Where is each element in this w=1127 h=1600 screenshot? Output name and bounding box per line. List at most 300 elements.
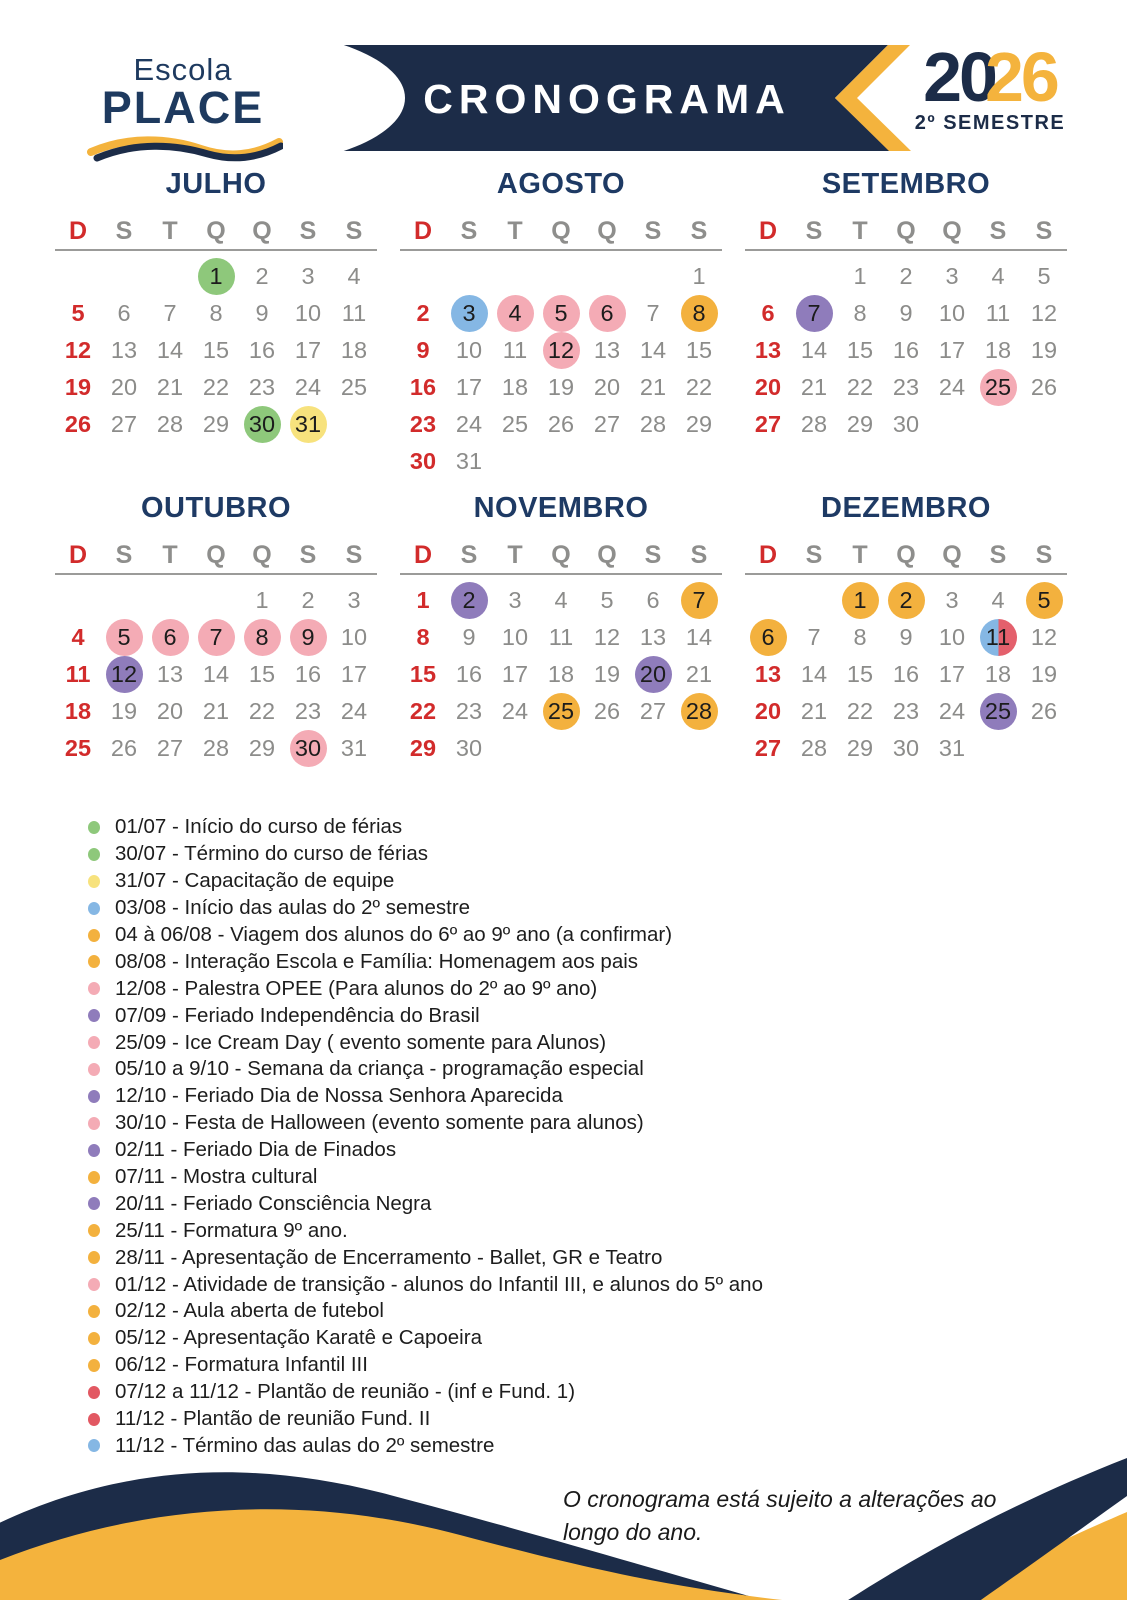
month-title: SETEMBRO <box>821 168 991 200</box>
day-cell <box>446 582 492 619</box>
day-number: 17 <box>501 661 529 687</box>
day-number: 1 <box>416 587 430 613</box>
day-number: 1 <box>853 263 867 289</box>
day-number: 23 <box>409 411 437 437</box>
day-cell <box>147 693 193 730</box>
day-cell <box>745 730 791 767</box>
highlighted-day: 31 <box>290 406 327 443</box>
legend-item <box>88 1325 763 1352</box>
day-cell <box>676 369 722 406</box>
legend-item <box>88 868 763 895</box>
day-cell <box>676 582 722 619</box>
day-number: 14 <box>156 337 184 363</box>
highlighted-day: 4 <box>497 295 534 332</box>
day-number: 26 <box>1030 374 1058 400</box>
purple-bullet-icon <box>88 1197 100 1210</box>
weekday-header: S <box>989 217 1007 245</box>
day-number: 29 <box>846 735 874 761</box>
day-cell <box>975 369 1021 406</box>
highlighted-day: 12 <box>106 656 143 693</box>
year-2026 <box>900 38 1080 116</box>
weekday-header: Q <box>252 541 272 569</box>
empty-cell <box>538 258 584 295</box>
legend-text: 08/08 - Interação Escola e Família: Homenagem aos pais <box>115 949 639 973</box>
weekday-header: S <box>690 217 708 245</box>
day-cell <box>331 258 377 295</box>
day-number: 22 <box>685 374 713 400</box>
legend-item <box>88 1406 763 1433</box>
day-number: 22 <box>846 698 874 724</box>
logo-wave-icon <box>83 132 283 162</box>
day-cell <box>147 332 193 369</box>
day-number: 21 <box>800 698 828 724</box>
day-cell <box>929 582 975 619</box>
day-cell <box>147 369 193 406</box>
weekday-header: Q <box>942 217 962 245</box>
day-cell <box>400 730 446 767</box>
week-row <box>55 406 377 443</box>
week-row <box>400 406 722 443</box>
weekday-header: S <box>299 217 317 245</box>
day-number: 11 <box>985 300 1011 326</box>
day-cell <box>630 332 676 369</box>
weeks-grid <box>55 582 377 767</box>
day-number: 24 <box>501 698 529 724</box>
day-cell <box>975 258 1021 295</box>
day-cell <box>446 369 492 406</box>
day-cell <box>538 693 584 730</box>
day-cell <box>1021 582 1067 619</box>
day-cell <box>745 332 791 369</box>
day-number: 2 <box>255 263 269 289</box>
day-cell <box>55 656 101 693</box>
highlighted-day: 8 <box>244 619 281 656</box>
day-cell <box>584 582 630 619</box>
day-cell <box>147 730 193 767</box>
day-cell <box>331 332 377 369</box>
weekday-header: T <box>852 217 868 245</box>
month-dezembro <box>745 492 1067 767</box>
day-cell <box>630 693 676 730</box>
pink-bullet-icon <box>88 982 100 995</box>
day-cell <box>883 406 929 443</box>
month-setembro <box>745 168 1067 480</box>
empty-cell <box>745 582 791 619</box>
day-number: 21 <box>156 374 184 400</box>
day-cell <box>285 619 331 656</box>
highlighted-day: 25 <box>980 693 1017 730</box>
weekday-header: S <box>805 217 823 245</box>
day-cell <box>331 730 377 767</box>
day-cell <box>584 332 630 369</box>
day-cell <box>101 730 147 767</box>
day-number: 24 <box>455 411 483 437</box>
weeks-grid <box>55 258 377 443</box>
legend-text: 12/10 - Feriado Dia de Nossa Senhora Aparecida <box>115 1084 563 1108</box>
day-number: 12 <box>1030 300 1058 326</box>
legend-text: 11/12 - Plantão de reunião Fund. II <box>115 1407 431 1431</box>
day-cell <box>1021 619 1067 656</box>
empty-cell <box>101 258 147 295</box>
day-number: 24 <box>938 698 966 724</box>
month-title: AGOSTO <box>496 168 626 200</box>
weekday-header: Q <box>896 541 916 569</box>
day-cell <box>193 406 239 443</box>
week-row <box>400 443 722 480</box>
day-cell <box>975 656 1021 693</box>
pink-bullet-icon <box>88 1117 100 1130</box>
day-cell <box>630 656 676 693</box>
day-cell <box>55 730 101 767</box>
weekday-header-row <box>745 541 1067 570</box>
weekday-header: Q <box>597 217 617 245</box>
day-cell <box>239 258 285 295</box>
legend-text: 03/08 - Início das aulas do 2º semestre <box>115 896 471 920</box>
weekday-header-row <box>55 541 377 570</box>
day-cell <box>400 582 446 619</box>
weekday-header: S <box>115 541 133 569</box>
day-number: 2 <box>899 263 913 289</box>
day-cell <box>1021 295 1067 332</box>
day-cell <box>147 619 193 656</box>
day-number: 3 <box>301 263 315 289</box>
day-cell <box>331 582 377 619</box>
legend-item <box>88 1110 763 1137</box>
red-bullet-icon <box>88 1386 100 1399</box>
day-cell <box>1021 656 1067 693</box>
empty-cell <box>55 582 101 619</box>
week-row <box>745 295 1067 332</box>
empty-cell <box>791 582 837 619</box>
day-cell <box>101 406 147 443</box>
weekday-header: D <box>68 541 88 569</box>
day-number: 26 <box>64 411 92 437</box>
day-number: 22 <box>409 698 437 724</box>
day-number: 4 <box>554 587 568 613</box>
day-number: 12 <box>64 337 92 363</box>
day-number: 28 <box>800 411 828 437</box>
day-number: 29 <box>248 735 276 761</box>
pink-bullet-icon <box>88 1036 100 1049</box>
day-cell <box>630 369 676 406</box>
highlighted-day: 12 <box>543 332 580 369</box>
week-row <box>745 369 1067 406</box>
weekday-header: T <box>162 217 178 245</box>
day-cell <box>446 332 492 369</box>
weekday-header-row <box>745 217 1067 246</box>
day-number: 26 <box>593 698 621 724</box>
legend-text: 28/11 - Apresentação de Encerramento - Ballet, GR e Teatro <box>115 1245 663 1269</box>
day-number: 8 <box>209 300 223 326</box>
day-number: 19 <box>593 661 621 687</box>
legend-item <box>88 1298 763 1325</box>
day-number: 21 <box>800 374 828 400</box>
day-cell <box>193 332 239 369</box>
weekday-header: Q <box>942 541 962 569</box>
orange-bullet-icon <box>88 1332 100 1345</box>
day-cell <box>538 332 584 369</box>
day-number: 15 <box>202 337 230 363</box>
weekday-header: S <box>805 541 823 569</box>
month-title: DEZEMBRO <box>821 492 991 524</box>
legend-text: 31/07 - Capacitação de equipe <box>115 869 395 893</box>
day-number: 9 <box>462 624 476 650</box>
legend-item <box>88 1244 763 1271</box>
day-cell <box>929 295 975 332</box>
day-cell <box>791 619 837 656</box>
day-cell <box>745 619 791 656</box>
day-cell <box>492 656 538 693</box>
day-number: 20 <box>110 374 138 400</box>
day-cell <box>584 656 630 693</box>
header-underline <box>745 249 1067 251</box>
day-cell <box>446 443 492 480</box>
pink-bullet-icon <box>88 1063 100 1076</box>
day-number: 7 <box>163 300 177 326</box>
day-number: 8 <box>853 624 867 650</box>
week-row <box>55 258 377 295</box>
highlighted-day: 1 <box>198 258 235 295</box>
weekday-header: Q <box>206 541 226 569</box>
week-row <box>400 582 722 619</box>
day-number: 26 <box>547 411 575 437</box>
day-number: 19 <box>1030 661 1058 687</box>
day-cell <box>239 295 285 332</box>
week-row <box>55 656 377 693</box>
empty-cell <box>584 258 630 295</box>
day-number: 14 <box>202 661 230 687</box>
day-number: 4 <box>71 624 85 650</box>
month-title: NOVEMBRO <box>473 492 649 524</box>
day-number: 3 <box>945 263 959 289</box>
header-banner <box>193 45 911 151</box>
highlighted-day: 5 <box>543 295 580 332</box>
empty-cell <box>193 582 239 619</box>
weekday-header: Q <box>551 541 571 569</box>
day-cell <box>239 656 285 693</box>
day-number: 25 <box>340 374 368 400</box>
day-cell <box>837 730 883 767</box>
day-cell <box>331 693 377 730</box>
highlighted-day: 6 <box>750 619 787 656</box>
day-cell <box>791 369 837 406</box>
day-number: 22 <box>248 698 276 724</box>
weekday-header: S <box>1035 541 1053 569</box>
day-number: 29 <box>846 411 874 437</box>
day-cell <box>400 693 446 730</box>
day-number: 26 <box>1030 698 1058 724</box>
day-number: 9 <box>899 300 913 326</box>
day-cell <box>538 656 584 693</box>
day-cell <box>837 332 883 369</box>
day-cell <box>193 295 239 332</box>
day-number: 4 <box>347 263 361 289</box>
weekday-header: T <box>507 541 523 569</box>
day-number: 15 <box>409 661 437 687</box>
day-number: 10 <box>340 624 368 650</box>
orange-bullet-icon <box>88 955 100 968</box>
weeks-grid <box>400 582 722 767</box>
legend-text: 02/11 - Feriado Dia de Finados <box>115 1138 397 1162</box>
highlighted-day: 9 <box>290 619 327 656</box>
day-cell <box>837 619 883 656</box>
day-cell <box>285 656 331 693</box>
highlighted-day: 7 <box>796 295 833 332</box>
highlighted-day: 2 <box>451 582 488 619</box>
day-cell <box>285 258 331 295</box>
pink-bullet-icon <box>88 1278 100 1291</box>
day-cell <box>883 582 929 619</box>
day-number: 20 <box>754 374 782 400</box>
header-underline <box>745 573 1067 575</box>
day-cell <box>630 406 676 443</box>
week-row <box>55 730 377 767</box>
legend-item <box>88 948 763 975</box>
weekday-header: D <box>68 217 88 245</box>
weekday-header: D <box>413 217 433 245</box>
week-row <box>745 332 1067 369</box>
day-cell <box>239 332 285 369</box>
week-row <box>400 619 722 656</box>
empty-cell <box>446 258 492 295</box>
day-number: 20 <box>156 698 184 724</box>
day-number: 19 <box>1030 337 1058 363</box>
day-number: 23 <box>248 374 276 400</box>
day-cell <box>55 693 101 730</box>
weekday-header: D <box>758 541 778 569</box>
weekday-header: S <box>989 541 1007 569</box>
yellow-bullet-icon <box>88 875 100 888</box>
highlighted-day: 28 <box>681 693 718 730</box>
day-number: 13 <box>156 661 184 687</box>
highlighted-day: 3 <box>451 295 488 332</box>
day-number: 18 <box>984 661 1012 687</box>
day-cell <box>101 369 147 406</box>
day-number: 17 <box>340 661 368 687</box>
day-cell <box>492 295 538 332</box>
week-row <box>745 619 1067 656</box>
legend-text: 02/12 - Aula aberta de futebol <box>115 1299 384 1323</box>
legend-item <box>88 1190 763 1217</box>
day-number: 19 <box>110 698 138 724</box>
day-cell <box>883 730 929 767</box>
day-number: 23 <box>892 374 920 400</box>
weekday-header: S <box>1035 217 1053 245</box>
day-cell <box>492 369 538 406</box>
weekday-header: T <box>162 541 178 569</box>
highlighted-day: 30 <box>290 730 327 767</box>
legend-text: 01/07 - Início do curso de férias <box>115 815 403 839</box>
month-agosto <box>400 168 722 480</box>
week-row <box>400 258 722 295</box>
day-number: 3 <box>347 587 361 613</box>
day-cell <box>538 369 584 406</box>
orange-bullet-icon <box>88 1224 100 1237</box>
legend-text: 05/10 a 9/10 - Semana da criança - programação especial <box>115 1057 644 1081</box>
day-number: 24 <box>340 698 368 724</box>
orange-bullet-icon <box>88 1251 100 1264</box>
page-title: CRONOGRAMA <box>423 76 791 122</box>
legend-text: 25/09 - Ice Cream Day ( evento somente para Alunos) <box>115 1030 607 1054</box>
legend-text: 07/12 a 11/12 - Plantão de reunião - (inf e Fund. 1) <box>115 1380 576 1404</box>
blue-bullet-icon <box>88 902 100 915</box>
empty-cell <box>630 258 676 295</box>
day-number: 23 <box>294 698 322 724</box>
day-cell <box>446 619 492 656</box>
day-cell <box>837 369 883 406</box>
day-cell <box>929 369 975 406</box>
weekday-header-row <box>400 541 722 570</box>
day-number: 23 <box>892 698 920 724</box>
weekday-header-row <box>400 217 722 246</box>
day-number: 7 <box>807 624 821 650</box>
day-cell <box>239 406 285 443</box>
day-cell <box>492 332 538 369</box>
month-julho <box>55 168 377 480</box>
highlighted-day: 8 <box>681 295 718 332</box>
legend-text: 06/12 - Formatura Infantil III <box>115 1353 368 1377</box>
day-number: 16 <box>455 661 483 687</box>
orange-bullet-icon <box>88 1305 100 1318</box>
day-cell <box>883 258 929 295</box>
day-cell <box>331 619 377 656</box>
day-number: 15 <box>685 337 713 363</box>
empty-cell <box>492 258 538 295</box>
day-cell <box>791 332 837 369</box>
day-cell <box>400 295 446 332</box>
day-cell <box>55 406 101 443</box>
week-row <box>745 656 1067 693</box>
day-number: 28 <box>639 411 667 437</box>
day-number: 13 <box>754 661 782 687</box>
orange-bullet-icon <box>88 1359 100 1372</box>
day-number: 12 <box>593 624 621 650</box>
day-cell <box>791 295 837 332</box>
day-number: 9 <box>416 337 430 363</box>
highlighted-day: 20 <box>635 656 672 693</box>
legend-item <box>88 1164 763 1191</box>
day-number: 2 <box>416 300 430 326</box>
day-cell <box>147 656 193 693</box>
day-number: 16 <box>892 337 920 363</box>
day-number: 5 <box>600 587 614 613</box>
day-cell <box>331 369 377 406</box>
day-number: 16 <box>294 661 322 687</box>
week-row <box>745 582 1067 619</box>
day-cell <box>193 730 239 767</box>
day-cell <box>837 406 883 443</box>
day-number: 27 <box>156 735 184 761</box>
day-cell <box>101 693 147 730</box>
day-cell <box>538 582 584 619</box>
day-cell <box>883 332 929 369</box>
day-number: 21 <box>639 374 667 400</box>
calendar-row-top <box>55 168 1072 480</box>
day-cell <box>446 656 492 693</box>
weekday-header: S <box>299 541 317 569</box>
day-number: 13 <box>593 337 621 363</box>
day-number: 30 <box>409 448 437 474</box>
day-cell <box>492 582 538 619</box>
day-number: 6 <box>646 587 660 613</box>
year-first-digits: 20 <box>923 38 995 116</box>
year-second-digits: 26 <box>985 38 1057 116</box>
footer-disclaimer: O cronograma está sujeito a alterações ao longo do ano. <box>563 1486 997 1546</box>
legend-item <box>88 1002 763 1029</box>
day-cell <box>1021 693 1067 730</box>
day-number: 13 <box>639 624 667 650</box>
day-number: 28 <box>156 411 184 437</box>
